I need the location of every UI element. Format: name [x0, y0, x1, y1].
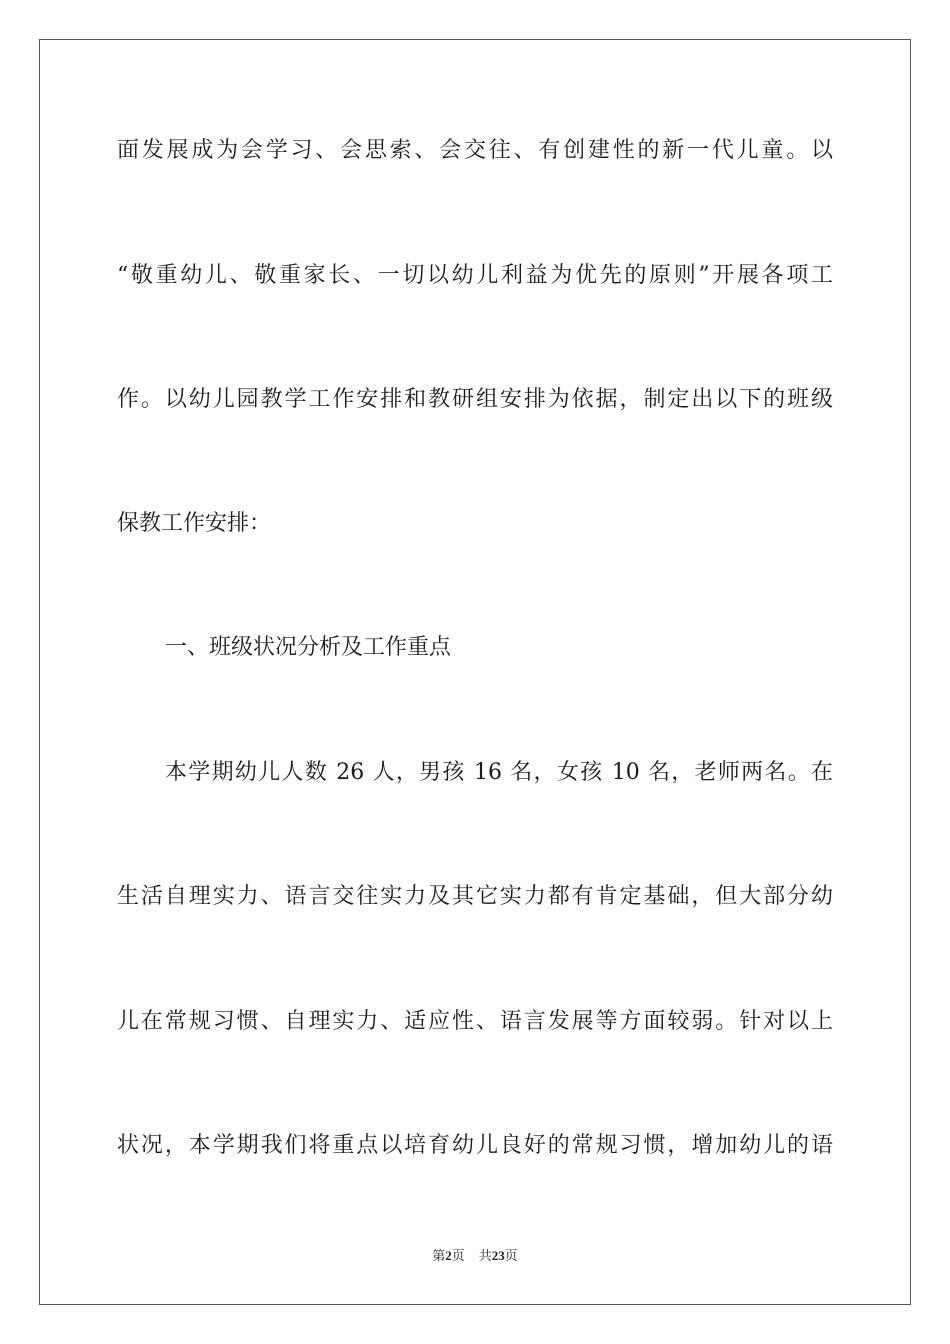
footer-total-pages: 23 — [491, 1248, 505, 1263]
body-line-1: 面发展成为会学习、会思索、会交往、有创建性的新一代儿童。以 — [117, 138, 833, 163]
page-border — [39, 39, 911, 1305]
body-line-9: 状况，本学期我们将重点以培育幼儿良好的常规习惯，增加幼儿的语 — [117, 1133, 833, 1158]
footer-page-number: 2 — [445, 1248, 452, 1263]
body-line-7: 生活自理实力、语言交往实力及其它实力都有肯定基础，但大部分幼 — [117, 884, 833, 909]
footer-page-suffix: 页 — [451, 1249, 465, 1264]
footer-total-suffix: 页 — [504, 1249, 518, 1264]
page-footer — [0, 1247, 950, 1266]
body-line-8: 儿在常规习惯、自理实力、适应性、语言发展等方面较弱。针对以上 — [117, 1009, 833, 1034]
body-line-3: 作。以幼儿园教学工作安排和教研组安排为依据，制定出以下的班级 — [117, 387, 833, 412]
section-heading: 一、班级状况分析及工作重点 — [165, 635, 452, 660]
footer-total-prefix: 共 — [478, 1249, 492, 1264]
body-line-6: 本学期幼儿人数 26 人，男孩 16 名，女孩 10 名，老师两名。在 — [165, 760, 833, 785]
body-line-4: 保教工作安排： — [117, 511, 272, 536]
footer-page-prefix: 第 — [432, 1249, 446, 1264]
body-line-2: “敬重幼儿、敬重家长、一切以幼儿利益为优先的原则”开展各项工 — [117, 263, 833, 288]
